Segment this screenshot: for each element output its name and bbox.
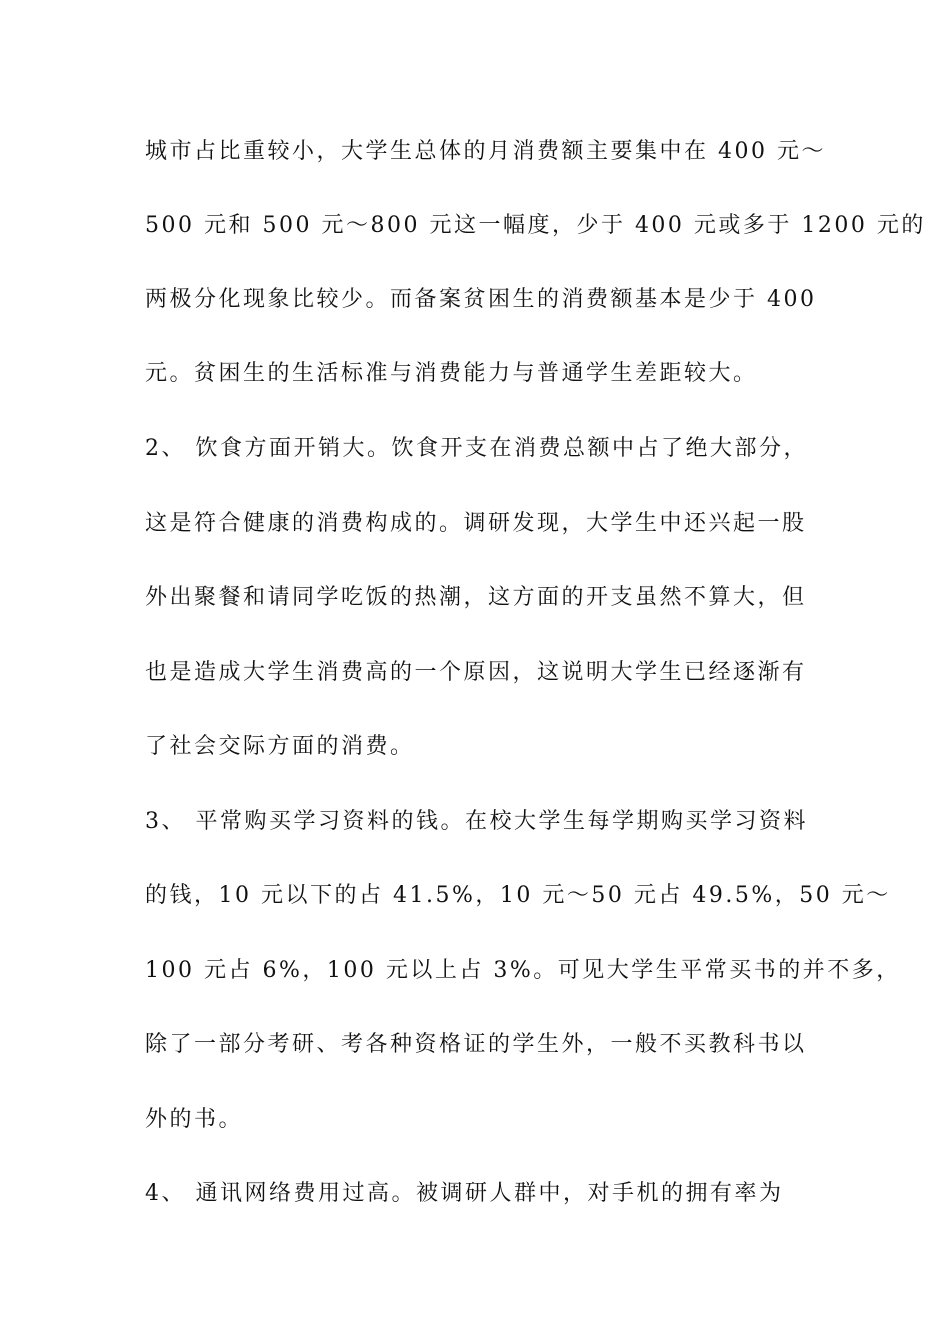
text-line: 3、 平常购买学习资料的钱。在校大学生每学期购买学习资料 [145,809,808,834]
text-line: 了社会交际方面的消费。 [145,734,415,759]
text-line: 100 元占 6%，100 元以上占 3%。可见大学生平常买书的并不多， [145,958,901,983]
text-line: 除了一部分考研、考各种资格证的学生外，一般不买教科书以 [145,1032,807,1057]
text-line: 4、 通讯网络费用过高。被调研人群中，对手机的拥有率为 [145,1181,784,1206]
text-line: 外的书。 [145,1107,244,1132]
text-line: 城市占比重较小，大学生总体的月消费额主要集中在 400 元～ [145,139,826,164]
text-line: 500 元和 500 元～800 元这一幅度，少于 400 元或多于 1200 元的 [145,213,926,238]
text-line: 元。贫困生的生活标准与消费能力与普通学生差距较大。 [145,361,758,386]
text-line: 这是符合健康的消费构成的。调研发现，大学生中还兴起一股 [145,511,807,536]
text-line: 2、 饮食方面开销大。饮食开支在消费总额中占了绝大部分， [145,436,808,461]
text-line: 两极分化现象比较少。而备案贫困生的消费额基本是少于 400 [145,287,817,312]
text-line: 的钱，10 元以下的占 41.5%，10 元～50 元占 49.5%，50 元～ [145,883,891,908]
text-line: 也是造成大学生消费高的一个原因，这说明大学生已经逐渐有 [145,660,807,685]
text-line: 外出聚餐和请同学吃饭的热潮，这方面的开支虽然不算大，但 [145,585,807,610]
